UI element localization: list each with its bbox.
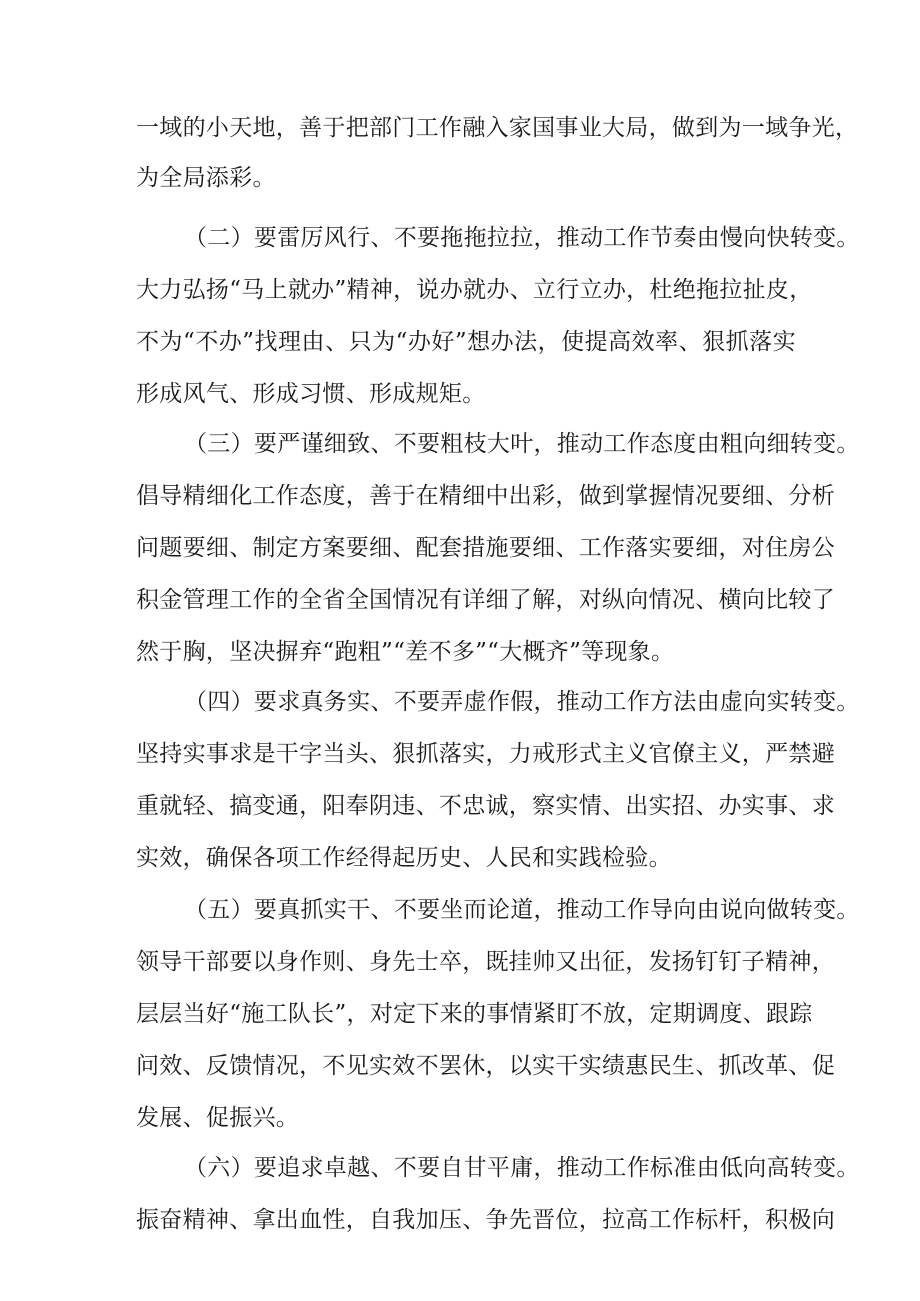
text-line-1: 一域的小天地，善于把部门工作融入家国事业大局，做到为一域争光， xyxy=(136,115,859,141)
text-line-10: 积金管理工作的全省全国情况有详细了解，对纵向情况、横向比较了 xyxy=(136,587,835,613)
section-heading-2: （二）要雷厉风行、不要拖拖拉拉，推动工作节奏由慢向快转变。 xyxy=(184,225,860,251)
text-line-13: 坚持实事求是干字当头、狠抓落实，力戒形式主义官僚主义，严禁避 xyxy=(136,741,835,767)
text-line-8: 倡导精细化工作态度，善于在精细中出彩，做到掌握情况要细、分析 xyxy=(136,483,835,509)
text-line-15: 实效，确保各项工作经得起历史、人民和实践检验。 xyxy=(136,845,672,871)
text-line-9: 问题要细、制定方案要细、配套措施要细、工作落实要细，对住房公 xyxy=(136,535,835,561)
text-line-5: 不为“不办”找理由、只为“办好”想办法，使提高效率、狠抓落实 xyxy=(136,329,796,355)
section-heading-4: （四）要求真务实、不要弄虚作假，推动工作方法由虚向实转变。 xyxy=(184,689,860,715)
section-heading-6: （六）要追求卓越、不要自甘平庸，推动工作标准由低向高转变。 xyxy=(184,1155,860,1181)
section-heading-5: （五）要真抓实干、不要坐而论道，推动工作导向由说向做转变。 xyxy=(184,897,860,923)
text-line-2: 为全局添彩。 xyxy=(136,165,276,191)
text-line-22: 振奋精神、拿出血性，自我加压、争先晋位，拉高工作标杆，积极向 xyxy=(136,1207,835,1233)
text-line-18: 层层当好“施工队长”，对定下来的事情紧盯不放，定期调度、跟踪 xyxy=(136,1001,813,1027)
text-line-19: 问效、反馈情况，不见实效不罢休，以实干实绩惠民生、抓改革、促 xyxy=(136,1053,835,1079)
text-line-4: 大力弘扬“马上就办”精神，说办就办、立行立办，杜绝拖拉扯皮， xyxy=(136,277,813,303)
text-line-14: 重就轻、搞变通，阳奉阴违、不忠诚，察实情、出实招、办实事、求 xyxy=(136,793,835,819)
section-heading-3: （三）要严谨细致、不要粗枝大叶，推动工作态度由粗向细转变。 xyxy=(184,431,860,457)
text-line-11: 然于胸，坚决摒弃“跑粗”“差不多”“大概齐”等现象。 xyxy=(136,639,675,665)
text-line-17: 领导干部要以身作则、身先士卒，既挂帅又出征，发扬钉钉子精神， xyxy=(136,949,835,975)
text-line-6: 形成风气、形成习惯、形成规矩。 xyxy=(136,381,486,407)
text-line-20: 发展、促振兴。 xyxy=(136,1105,300,1131)
